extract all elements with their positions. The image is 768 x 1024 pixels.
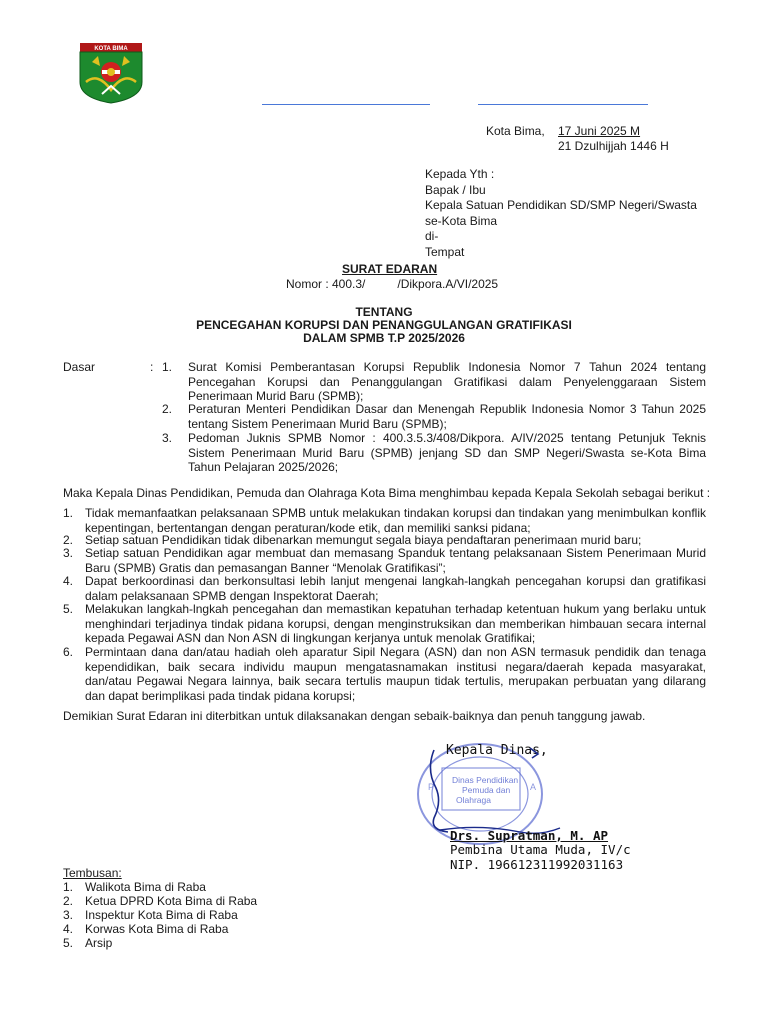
point-num: 4. <box>63 574 74 588</box>
dasar-colon: : <box>150 360 154 374</box>
tembusan-num: 3. <box>63 908 74 922</box>
recipient-block <box>425 167 697 260</box>
dasar-label: Dasar <box>63 360 96 374</box>
tembusan-item: Korwas Kota Bima di Raba <box>85 922 229 936</box>
subject-line-2: DALAM SPMB T.P 2025/2026 <box>303 331 465 345</box>
stamp-line: Dinas Pendidikan <box>452 775 519 785</box>
recipient-line: se-Kota Bima <box>425 213 498 228</box>
point-text: Dapat berkoordinasi dan berkonsultasi lebih lanjut mengenai langkah-langkah pencegahan korupsi dan gratifikasi dalam pelaksanaan SPMB dengan Inspektorat Daerah; <box>85 574 706 603</box>
point-text: Tidak memanfaatkan pelaksanaan SPMB untuk melakukan tindakan korupsi dan tindakan yang menimbulkan konflik kepentingan, bertentangan dengan peraturan/kode etik, dan memiliki sanksi pidana; <box>85 506 706 535</box>
point-text: Setiap satuan Pendidikan agar membuat dan memasang Spanduk tentang pelaksanaan Sistem Penerimaan Murid Baru (SPMB) Gratis dan pemasangan Banner “Menolak Gratifikasi”; <box>85 546 706 575</box>
handwritten-signature <box>420 740 570 840</box>
dasar-item-num: 1. <box>162 360 173 374</box>
signatory-name: Drs. Supratman, M. AP <box>450 828 609 843</box>
signatory-nip: NIP. 196612311992031163 <box>450 857 624 872</box>
point-num: 1. <box>63 506 74 520</box>
tembusan-num: 4. <box>63 922 74 936</box>
document-title: SURAT EDARAN <box>342 262 438 276</box>
document-number <box>286 277 498 291</box>
signatory-rank: Pembina Utama Muda, IV/c <box>450 842 631 857</box>
date-gregorian: 17 Juni 2025 M <box>558 124 641 138</box>
dasar-item-num: 3. <box>162 431 173 445</box>
recipient-line: Tempat <box>425 244 465 259</box>
point-num: 5. <box>63 602 74 616</box>
svg-text:A: A <box>530 782 537 792</box>
intro-paragraph: Maka Kepala Dinas Pendidikan, Pemuda dan Olahraga Kota Bima menghimbau kepada Kepala Sekolah sebagai berikut : <box>63 486 711 500</box>
subject-label: TENTANG <box>355 305 413 319</box>
date-place: Kota Bima, <box>486 124 545 138</box>
recipient-line: Bapak / Ibu <box>425 182 486 197</box>
city-logo <box>78 42 144 104</box>
tembusan-list <box>63 880 257 950</box>
closing-paragraph: Demikian Surat Edaran ini diterbitkan untuk dilaksanakan dengan sebaik-baiknya dan penuh tanggung jawab. <box>63 709 646 723</box>
tembusan-item: Inspektur Kota Bima di Raba <box>85 908 238 922</box>
tembusan-num: 5. <box>63 936 74 950</box>
tembusan-num: 1. <box>63 880 74 894</box>
recipient-line: Kepala Satuan Pendidikan SD/SMP Negeri/Swasta <box>425 198 697 212</box>
subject-line-1: PENCEGAHAN KORUPSI DAN PENANGGULANGAN GRATIFIKASI <box>196 318 572 332</box>
tembusan-item: Ketua DPRD Kota Bima di Raba <box>85 894 258 908</box>
letterhead-line-right <box>478 104 648 105</box>
dasar-item-num: 2. <box>162 402 173 416</box>
recipient-line: Kepada Yth : <box>425 167 495 181</box>
dasar-item-text: Pedoman Juknis SPMB Nomor : 400.3.5.3/408/Dikpora. A/IV/2025 tentang Petunjuk Teknis Sistem Penerimaan Murid Baru (SPMB) jenjang SD dan SMP Negeri/Swasta se-Kota Bima Tahun Pelajaran 2025/2026; <box>188 431 706 474</box>
tembusan-label: Tembusan: <box>63 866 122 880</box>
recipient-line: di- <box>425 229 439 243</box>
dasar-item-text: Peraturan Menteri Pendidikan Dasar dan Menengah Republik Indonesia Nomor 3 Tahun 2025 tentang Sistem Penerimaan Murid Baru (SPMB); <box>188 402 706 431</box>
nomor-suffix: /Dikpora.A/VI/2025 <box>397 277 499 291</box>
logo-banner-text: KOTA BIMA <box>94 46 128 52</box>
letterhead-line-left <box>262 104 430 105</box>
point-text: Melakukan langkah-lngkah pencegahan dan memastikan kepatuhan terhadap ketentuan hukum yang berlaku untuk menghindari terjadinya tindak pidana korupsi, dengan menginstruksikan dan memberikan himbauan secara internal kepada Pegawai ASN dan Non ASN di lingkungan kerjanya untuk menolak Gratifikai; <box>85 602 706 645</box>
stamp-line: Olahraga <box>456 795 491 805</box>
svg-text:P: P <box>428 782 435 792</box>
point-text: Setiap satuan Pendidikan tidak dibenarkan memungut segala biaya pendaftaran penerimaan murid baru; <box>85 533 642 547</box>
point-num: 2. <box>63 533 74 547</box>
tembusan-num: 2. <box>63 894 74 908</box>
dasar-item-text: Surat Komisi Pemberantasan Korupsi Republik Indonesia Nomor 7 Tahun 2024 tentang Pencegahan Korupsi dan Penanggulangan Gratifikasi dalam Penyelenggaraan Sistem Penerimaan Murid Baru (SPMB); <box>188 360 706 403</box>
point-num: 6. <box>63 645 74 659</box>
stamp-line: Pemuda dan <box>462 785 511 795</box>
tembusan-item: Arsip <box>85 936 113 950</box>
point-num: 3. <box>63 546 74 560</box>
signature-position: Kepala Dinas, <box>446 743 548 758</box>
nomor-label: Nomor : 400.3/ <box>286 277 366 291</box>
tembusan-item: Walikota Bima di Raba <box>85 880 206 894</box>
point-text: Permintaan dana dan/atau hadiah oleh aparatur Sipil Negara (ASN) dan non ASN termasuk pendidik dan tenaga kependidikan, baik secara individu maupun mengatasnamakan institusi negara/daerah kepada masyarakat, dan/atau Pegawai Negara lainnya, baik secara tertulis maupun tidak tertulis, merupakan perbuatan yang dilarang dan dapat berimplikasi pada tindak pidana korupsi; <box>85 645 706 703</box>
date-hijri: 21 Dzulhijjah 1446 H <box>558 139 669 153</box>
